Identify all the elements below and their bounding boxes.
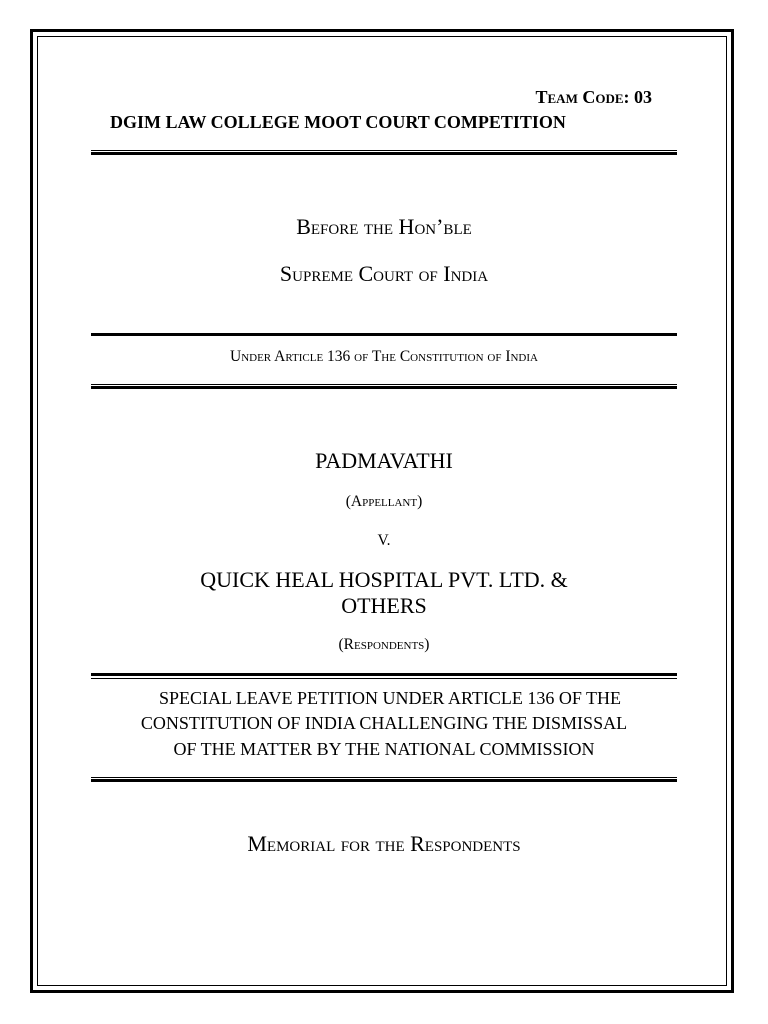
- team-code: Team Code: 03: [535, 87, 652, 107]
- divider: [91, 384, 677, 389]
- respondent-role: (Respondents): [338, 636, 430, 653]
- appellant-role: (Appellant): [345, 493, 423, 510]
- versus-label: V.: [377, 532, 391, 549]
- court-line-1: Before the Hon’ble: [296, 214, 472, 239]
- competition-title: DGIM LAW COLLEGE MOOT COURT COMPETITION: [110, 112, 566, 132]
- divider: [91, 777, 677, 782]
- petition-line-3: OF THE MATTER BY THE NATIONAL COMMISSION: [173, 739, 595, 759]
- court-line-2: Supreme Court of India: [279, 261, 489, 286]
- divider: [91, 673, 677, 676]
- divider: [91, 150, 677, 155]
- respondent-name-line-2: OTHERS: [341, 593, 427, 618]
- divider: [91, 678, 677, 679]
- respondent-name-line-1: QUICK HEAL HOSPITAL PVT. LTD. &: [200, 567, 568, 592]
- memorial-title: Memorial for the Respondents: [247, 831, 521, 856]
- petition-line-1: SPECIAL LEAVE PETITION UNDER ARTICLE 136 OF THE: [158, 688, 622, 708]
- petition-line-2: CONSTITUTION OF INDIA CHALLENGING THE DISMISSAL: [140, 713, 628, 733]
- jurisdiction-line: Under Article 136 of The Constitution of India: [230, 348, 538, 365]
- appellant-name: PADMAVATHI: [315, 448, 453, 473]
- divider: [91, 333, 677, 336]
